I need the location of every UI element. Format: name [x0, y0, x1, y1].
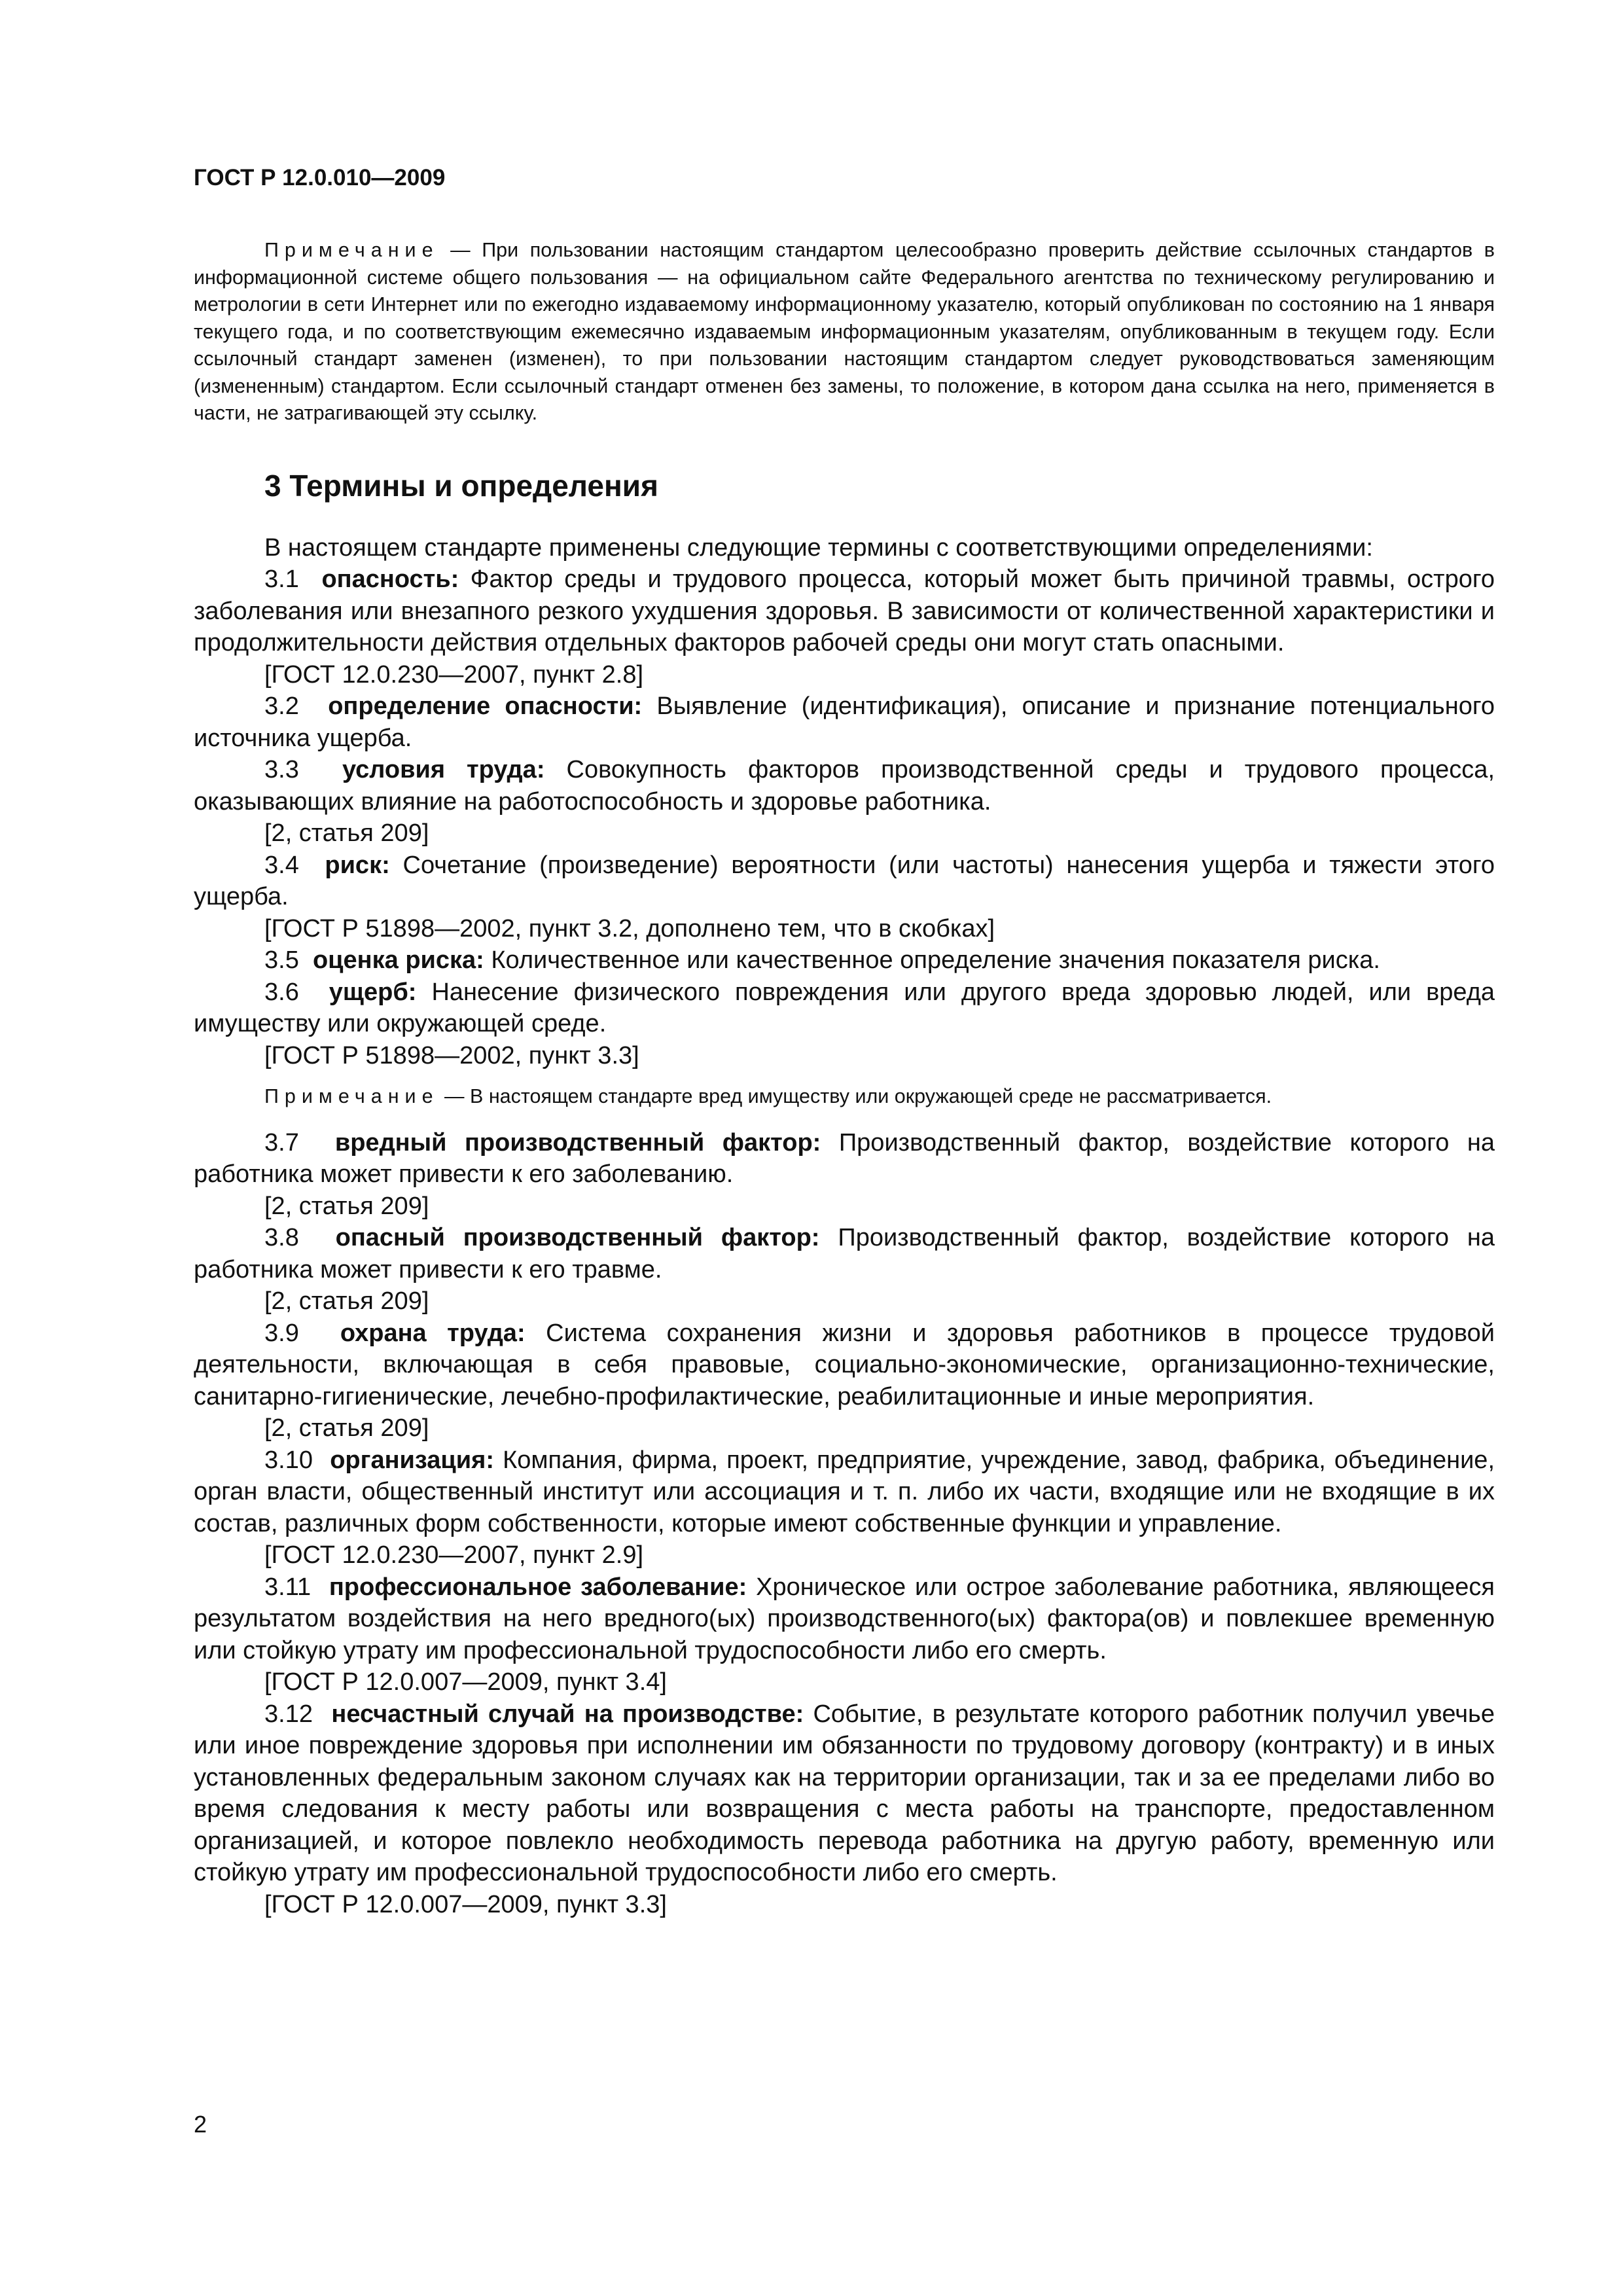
term-3-11-source: [ГОСТ Р 12.0.007—2009, пункт 3.4] [264, 1668, 667, 1696]
standard-header: ГОСТ Р 12.0.010—2009 [194, 165, 446, 190]
term-3-3: 3.3 условия труда: Совокупность факторов производственной среды и трудового процесса, оказывающих влияние на работоспособность и здоровье работника. [194, 756, 1495, 816]
term-3-6-note: Примечание — В настоящем стандарте вред имуществу или окружающей среде не рассматривается. [264, 1085, 1272, 1107]
term-3-5: 3.5 оценка риска: Количественное или качественное определение значения показателя риска. [264, 946, 1380, 974]
page-number: 2 [194, 2111, 207, 2138]
document-page [194, 165, 1495, 1920]
term-3-2: 3.2 определение опасности: Выявление (идентификация), описание и признание потенциального источника ущерба. [194, 692, 1495, 752]
note-label: Примечание [264, 239, 439, 261]
section-title: 3 Термины и определения [264, 468, 658, 503]
term-3-12: 3.12 несчастный случай на производстве: Событие, в результате которого работник получил увечье или иное повреждение здоровья при исполнении им обязанности по трудовому договору (контракту) и в иных установленных федеральным законом случаях как на территории организации, так и за ее пределами либо во время следования к месту работы или возвращения с места работы на транспорте, предоставленном организацией, и которое повлекло необходимость перевода работника на другую работу, временную или стойкую утрату им профессиональной трудоспособности либо его смерть. [194, 1700, 1495, 1886]
section-intro: В настоящем стандарте применены следующие термины с соответствующими определениями: [264, 533, 1373, 562]
terms-section [194, 532, 1495, 1921]
term-3-7-source: [2, статья 209] [264, 1192, 429, 1220]
term-3-8-source: [2, статья 209] [264, 1287, 429, 1315]
term-3-12-source: [ГОСТ Р 12.0.007—2009, пункт 3.3] [264, 1890, 667, 1918]
term-3-10: 3.10 организация: Компания, фирма, проект, предприятие, учреждение, завод, фабрика, объединение, орган власти, общественный институт или ассоциация и т. п. либо их части, входящие или не входящие в их состав, различных форм собственности, которые имеют собственные функции и управление. [194, 1446, 1495, 1537]
term-3-9-source: [2, статья 209] [264, 1414, 429, 1442]
term-3-4-source: [ГОСТ Р 51898—2002, пункт 3.2, дополнено тем, что в скобках] [264, 914, 995, 942]
reference-note [194, 237, 1495, 427]
term-3-7: 3.7 вредный производственный фактор: Производственный фактор, воздействие которого на работника может привести к его заболеванию. [194, 1128, 1495, 1188]
term-3-1-source: [ГОСТ 12.0.230—2007, пункт 2.8] [264, 660, 644, 689]
term-3-6-source: [ГОСТ Р 51898—2002, пункт 3.3] [264, 1041, 639, 1069]
term-3-11: 3.11 профессиональное заболевание: Хроническое или острое заболевание работника, являющееся результатом воздействия на него вредного(ых) производственного(ых) фактора(ов) и повлекшее временную или стойкую утрату им профессиональной трудоспособности либо его смерть. [194, 1573, 1495, 1664]
term-3-8: 3.8 опасный производственный фактор: Производственный фактор, воздействие которого на работника может привести к его травме. [194, 1224, 1495, 1283]
term-3-9: 3.9 охрана труда: Система сохранения жизни и здоровья работников в процессе трудовой деятельности, включающая в себя правовые, социально-экономические, организационно-технические, санитарно-гигиенические, лечебно-профилактические, реабилитационные и иные мероприятия. [194, 1319, 1495, 1410]
term-3-3-source: [2, статья 209] [264, 819, 429, 847]
note-text: — При пользовании настоящим стандартом целесообразно проверить действие ссылочных стандартов в информационной системе общего пользования — на официальном сайте Федерального агентства по техническому регулированию и метрологии в сети Интернет или по ежегодно издаваемому информационному указателю, который опубликован по состоянию на 1 января текущего года, и по соответствующим ежемесячно издаваемым информационным указателям, опубликованным в текущем году. Если ссылочный стандарт заменен (изменен), то при пользовании настоящим стандартом следует руководствоваться заменяющим (измененным) стандартом. Если ссылочный стандарт отменен без замены, то положение, в котором дана ссылка на него, применяется в части, не затрагивающей эту ссылку. [194, 239, 1495, 424]
term-3-10-source: [ГОСТ 12.0.230—2007, пункт 2.9] [264, 1541, 644, 1569]
term-3-6: 3.6 ущерб: Нанесение физического повреждения или другого вреда здоровью людей, или вреда имуществу или окружающей среде. [194, 978, 1495, 1037]
term-3-1: 3.1 опасность: Фактор среды и трудового процесса, который может быть причиной травмы, острого заболевания или внезапного резкого ухудшения здоровья. В зависимости от количественной характеристики и продолжительности действия отдельных факторов рабочей среды они могут стать опасными. [194, 565, 1495, 656]
term-3-4: 3.4 риск: Сочетание (произведение) вероятности (или частоты) нанесения ущерба и тяжести этого ущерба. [194, 851, 1495, 910]
